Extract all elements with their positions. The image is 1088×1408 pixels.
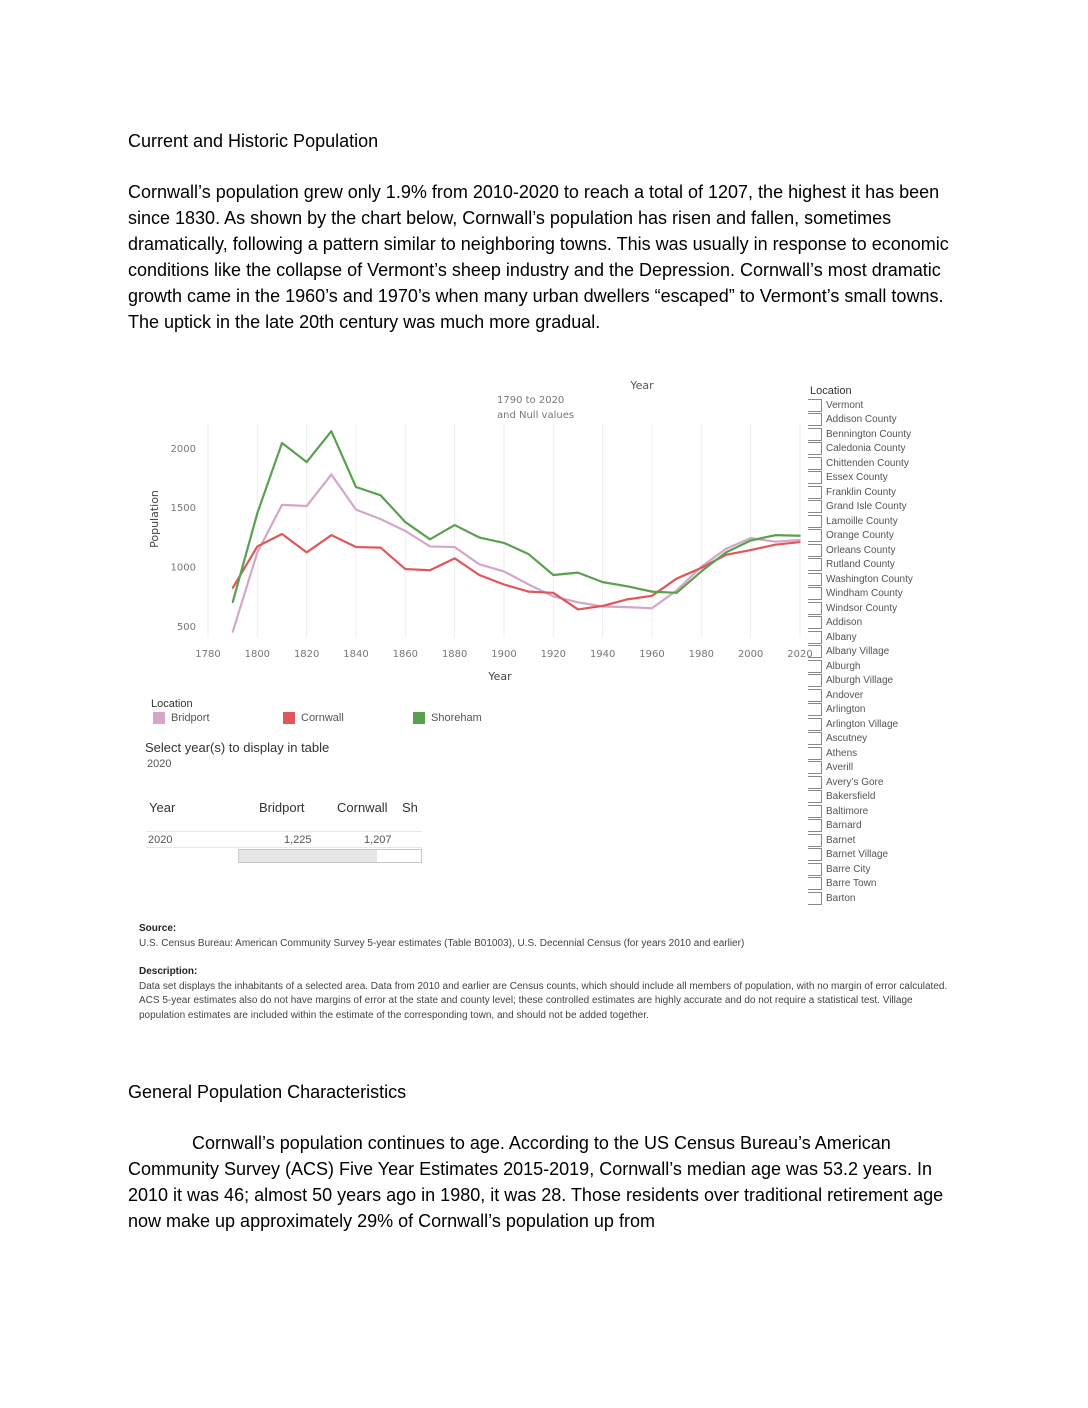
location-checkbox[interactable] xyxy=(808,761,822,774)
location-checkbox[interactable] xyxy=(808,631,822,644)
table-divider xyxy=(146,831,422,832)
source-note xyxy=(139,922,959,951)
location-checkbox[interactable] xyxy=(808,674,822,687)
x-tick-label: 1920 xyxy=(540,649,567,660)
data-point-shoreham xyxy=(725,552,727,554)
filter-note: and Null values xyxy=(497,410,575,421)
series-line-bridport xyxy=(233,475,800,633)
location-option[interactable] xyxy=(808,485,948,500)
location-option[interactable] xyxy=(808,645,948,660)
location-option[interactable] xyxy=(808,790,948,805)
location-option-label: Addison County xyxy=(826,414,897,426)
table-divider xyxy=(146,847,422,848)
location-checkbox[interactable] xyxy=(808,819,822,832)
location-checkbox[interactable] xyxy=(808,544,822,557)
data-point-bridport xyxy=(355,509,357,511)
location-checkbox[interactable] xyxy=(808,442,822,455)
data-point-cornwall xyxy=(355,546,357,548)
source-heading: Source: xyxy=(139,923,177,934)
location-option-label: Albany Village xyxy=(826,646,890,658)
location-checkbox[interactable] xyxy=(808,892,822,905)
data-point-cornwall xyxy=(602,605,604,607)
location-checkbox[interactable] xyxy=(808,587,822,600)
location-option[interactable] xyxy=(808,529,948,544)
location-option[interactable] xyxy=(808,572,948,587)
data-point-shoreham xyxy=(651,591,653,593)
location-option[interactable] xyxy=(808,703,948,718)
legend-swatch xyxy=(153,712,165,724)
location-checkbox[interactable] xyxy=(808,848,822,861)
legend-title: Location xyxy=(151,698,193,710)
data-point-shoreham xyxy=(257,512,259,514)
location-option[interactable] xyxy=(808,558,948,573)
x-tick-label: 1780 xyxy=(195,649,221,660)
data-point-cornwall xyxy=(479,574,481,576)
data-point-bridport xyxy=(405,530,407,532)
location-option[interactable] xyxy=(808,732,948,747)
location-filter-list xyxy=(808,384,948,910)
data-point-bridport xyxy=(429,546,431,548)
data-point-cornwall xyxy=(577,609,579,611)
data-point-bridport xyxy=(380,518,382,520)
population-paragraph: Cornwall’s population grew only 1.9% from 2010-2020 to reach a total of 1207, the highest it has been since 1830. As shown by the chart below, Cornwall’s population has risen and fallen, sometimes dramatically, following a pattern similar to neighboring towns. This was usually in response to economic conditions like the collapse of Vermont’s sheep industry and the Depression. Cornwall’s most dramatic growth came in the 1960’s and 1970’s when many urban dwellers “escaped” to Vermont’s small towns. The uptick in the late 20th century was much more gradual. xyxy=(128,182,949,332)
section-heading-characteristics: General Population Characteristics xyxy=(128,1082,407,1102)
legend-item-bridport[interactable] xyxy=(153,712,210,724)
location-option[interactable] xyxy=(808,587,948,602)
data-point-cornwall xyxy=(257,546,259,548)
location-option[interactable] xyxy=(808,761,948,776)
data-point-bridport xyxy=(775,541,777,543)
location-option[interactable] xyxy=(808,543,948,558)
location-option-label: Alburgh xyxy=(826,660,861,672)
location-option-label: Windham County xyxy=(826,588,903,600)
location-option-label: Averill xyxy=(826,762,854,774)
location-option-label: Orange County xyxy=(826,530,894,542)
data-point-bridport xyxy=(651,607,653,609)
filter-note: 1790 to 2020 xyxy=(497,395,565,406)
location-checkbox[interactable] xyxy=(808,863,822,876)
location-option-label: Barton xyxy=(826,892,856,904)
location-checkbox[interactable] xyxy=(808,471,822,484)
data-point-shoreham xyxy=(701,571,703,573)
location-option[interactable] xyxy=(808,659,948,674)
location-option[interactable] xyxy=(808,471,948,486)
x-tick-label: 2000 xyxy=(737,649,764,660)
location-option[interactable] xyxy=(808,833,948,848)
x-axis-label: Year xyxy=(488,670,512,683)
data-point-shoreham xyxy=(306,461,308,463)
data-point-shoreham xyxy=(577,572,579,574)
data-point-shoreham xyxy=(405,521,407,523)
table-horizontal-scrollbar[interactable] xyxy=(238,849,422,863)
location-option-label: Rutland County xyxy=(826,559,895,571)
data-point-bridport xyxy=(627,606,629,608)
location-option[interactable] xyxy=(808,746,948,761)
location-option-label: Franklin County xyxy=(826,486,897,498)
location-option[interactable] xyxy=(808,442,948,457)
location-checkbox[interactable] xyxy=(808,747,822,760)
population-table xyxy=(140,796,422,866)
data-point-cornwall xyxy=(503,584,505,586)
data-point-shoreham xyxy=(627,585,629,587)
location-option[interactable] xyxy=(808,775,948,790)
location-option-label: Chittenden County xyxy=(826,457,909,469)
location-checkbox[interactable] xyxy=(808,660,822,673)
location-option[interactable] xyxy=(808,717,948,732)
location-checkbox[interactable] xyxy=(808,689,822,702)
data-point-shoreham xyxy=(380,495,382,497)
location-checkbox[interactable] xyxy=(808,457,822,470)
data-point-cornwall xyxy=(232,587,234,589)
table-header-year[interactable]: Year xyxy=(149,800,176,815)
location-option[interactable] xyxy=(808,398,948,413)
data-point-cornwall xyxy=(627,599,629,601)
year-select-label: Select year(s) to display in table xyxy=(145,740,330,755)
location-checkbox[interactable] xyxy=(808,515,822,528)
x-tick-label: 1900 xyxy=(491,649,517,660)
location-option-label: Lamoille County xyxy=(826,515,898,527)
legend-item-shoreham[interactable] xyxy=(413,712,482,724)
location-filter-title: Location xyxy=(810,385,852,397)
description-text: Data set displays the inhabitants of a selected area. Data from 2010 and earlier are Census counts, which should include all members of population, with no margin of error calculated. ACS 5-year estimates also do not have margins of error at the state and county level; these controlled estimates are highly accurate and do not require a statistical test. Village population estimates are included within the estimate of the corresponding town, and should not be added together. xyxy=(139,980,948,1021)
location-option-label: Avery’s Gore xyxy=(826,776,884,788)
data-point-cornwall xyxy=(775,544,777,546)
data-point-shoreham xyxy=(454,524,456,526)
description-heading: Description: xyxy=(139,966,198,977)
table-header-shoreham[interactable]: Sh xyxy=(402,800,418,815)
location-option-label: Albany xyxy=(826,631,857,643)
location-checkbox[interactable] xyxy=(808,718,822,731)
location-option-label: Essex County xyxy=(826,472,888,484)
data-point-bridport xyxy=(577,602,579,604)
location-option-label: Arlington xyxy=(826,704,866,716)
data-point-shoreham xyxy=(232,602,234,604)
location-checkbox[interactable] xyxy=(808,805,822,818)
location-option-label: Washington County xyxy=(826,573,913,585)
location-option[interactable] xyxy=(808,601,948,616)
location-checkbox[interactable] xyxy=(808,602,822,615)
data-point-cornwall xyxy=(553,592,555,594)
location-option-label: Barnet xyxy=(826,834,856,846)
data-point-shoreham xyxy=(676,592,678,594)
series-line-shoreham xyxy=(233,431,800,602)
location-checkbox[interactable] xyxy=(808,877,822,890)
location-option[interactable] xyxy=(808,674,948,689)
data-point-shoreham xyxy=(528,553,530,555)
data-point-cornwall xyxy=(701,567,703,569)
location-option[interactable] xyxy=(808,456,948,471)
location-option[interactable] xyxy=(808,514,948,529)
legend-swatch xyxy=(413,712,425,724)
data-point-shoreham xyxy=(750,540,752,542)
location-option[interactable] xyxy=(808,877,948,892)
table-cell-bridport: 1,225 xyxy=(284,834,312,846)
location-option[interactable] xyxy=(808,500,948,515)
location-option-label: Addison xyxy=(826,617,863,629)
table-cell-year: 2020 xyxy=(148,834,173,846)
characteristics-paragraph xyxy=(128,1130,968,1234)
x-tick-label: 1960 xyxy=(639,649,665,660)
chart-top-label: Year xyxy=(630,379,654,392)
location-checkbox[interactable] xyxy=(808,399,822,412)
location-option[interactable] xyxy=(808,891,948,906)
data-point-shoreham xyxy=(775,534,777,536)
x-tick-label: 1820 xyxy=(293,649,320,660)
data-point-bridport xyxy=(750,537,752,539)
location-option-label: Arlington Village xyxy=(826,718,899,730)
location-option-label: Grand Isle County xyxy=(826,501,907,513)
data-point-cornwall xyxy=(281,533,283,535)
x-tick-label: 1980 xyxy=(688,649,715,660)
data-point-shoreham xyxy=(281,442,283,444)
location-checkbox[interactable] xyxy=(808,776,822,789)
location-option-label: Orleans County xyxy=(826,544,896,556)
data-point-cornwall xyxy=(429,569,431,571)
data-point-shoreham xyxy=(429,539,431,541)
y-axis-label: Population xyxy=(148,490,161,548)
data-point-cornwall xyxy=(380,547,382,549)
data-point-shoreham xyxy=(479,537,481,539)
data-point-bridport xyxy=(281,504,283,506)
location-option[interactable] xyxy=(808,804,948,819)
location-option-label: Bakersfield xyxy=(826,791,876,803)
section-heading-population: Current and Historic Population xyxy=(128,131,379,151)
location-option-label: Bennington County xyxy=(826,428,912,440)
y-tick-label: 2000 xyxy=(170,443,196,455)
x-tick-label: 2020 xyxy=(787,649,813,660)
x-tick-label: 1800 xyxy=(244,649,271,660)
data-point-shoreham xyxy=(331,430,333,432)
data-point-shoreham xyxy=(355,486,357,488)
x-tick-label: 1940 xyxy=(589,649,616,660)
data-point-cornwall xyxy=(454,558,456,560)
data-point-bridport xyxy=(479,563,481,565)
location-option-label: Barre Town xyxy=(826,878,877,890)
location-option-label: Barnard xyxy=(826,820,862,832)
location-checkbox[interactable] xyxy=(808,790,822,803)
data-point-bridport xyxy=(799,539,801,541)
data-point-shoreham xyxy=(602,581,604,583)
location-checkbox[interactable] xyxy=(808,703,822,716)
table-cell-cornwall: 1,207 xyxy=(364,834,392,846)
data-point-cornwall xyxy=(750,549,752,551)
data-point-cornwall xyxy=(799,541,801,543)
location-option[interactable] xyxy=(808,688,948,703)
location-checkbox[interactable] xyxy=(808,573,822,586)
characteristics-text: Cornwall’s population continues to age. According to the US Census Bureau’s American Community Survey (ACS) Five Year Estimates 2015-2019, Cornwall’s median age was 53.2 years. In 2010 it was 46; almost 50 years ago in 1980, it was 28. Those residents over traditional retirement age now make up approximately 29% of Cornwall’s population up from xyxy=(128,1133,944,1231)
data-point-bridport xyxy=(528,584,530,586)
data-point-bridport xyxy=(232,631,234,633)
series-line-cornwall xyxy=(233,534,800,609)
data-point-cornwall xyxy=(651,595,653,597)
location-checkbox[interactable] xyxy=(808,558,822,571)
location-checkbox[interactable] xyxy=(808,486,822,499)
location-option-label: Baltimore xyxy=(826,805,869,817)
table-header-cornwall[interactable]: Cornwall xyxy=(337,800,388,815)
location-option[interactable] xyxy=(808,848,948,863)
location-option-label: Windsor County xyxy=(826,602,898,614)
location-option[interactable] xyxy=(808,427,948,442)
location-checkbox[interactable] xyxy=(808,428,822,441)
y-tick-label: 500 xyxy=(176,622,196,634)
location-option-label: Ascutney xyxy=(826,733,868,745)
location-checkbox[interactable] xyxy=(808,500,822,513)
legend-label: Cornwall xyxy=(301,712,344,724)
legend-label: Bridport xyxy=(171,712,210,724)
location-option-label: Caledonia County xyxy=(826,443,906,455)
data-point-cornwall xyxy=(405,568,407,570)
location-checkbox[interactable] xyxy=(808,645,822,658)
x-tick-label: 1880 xyxy=(441,649,468,660)
location-checkbox[interactable] xyxy=(808,413,822,426)
location-option-label: Barnet Village xyxy=(826,849,889,861)
data-point-bridport xyxy=(454,546,456,548)
location-option-label: Alburgh Village xyxy=(826,675,894,687)
legend-label: Shoreham xyxy=(431,712,482,724)
data-point-cornwall xyxy=(306,552,308,554)
data-point-cornwall xyxy=(676,578,678,580)
description-note xyxy=(139,965,959,1023)
y-tick-label: 1500 xyxy=(170,503,196,515)
data-point-cornwall xyxy=(528,591,530,593)
year-select-value[interactable]: 2020 xyxy=(147,758,172,770)
legend-swatch xyxy=(283,712,295,724)
data-point-bridport xyxy=(553,596,555,598)
location-checkbox[interactable] xyxy=(808,529,822,542)
location-option-label: Vermont xyxy=(826,399,864,411)
data-point-bridport xyxy=(725,548,727,550)
location-option[interactable] xyxy=(808,413,948,428)
location-option[interactable] xyxy=(808,819,948,834)
data-point-bridport xyxy=(257,552,259,554)
location-checkbox[interactable] xyxy=(808,732,822,745)
location-option[interactable] xyxy=(808,862,948,877)
location-checkbox[interactable] xyxy=(808,616,822,629)
table-header-bridport[interactable]: Bridport xyxy=(259,800,305,815)
data-point-bridport xyxy=(306,505,308,507)
data-point-shoreham xyxy=(553,574,555,576)
x-tick-label: 1860 xyxy=(392,649,419,660)
population-line-chart xyxy=(140,372,813,690)
location-option-label: Athens xyxy=(826,747,858,759)
scrollbar-thumb[interactable] xyxy=(239,850,377,862)
x-tick-label: 1840 xyxy=(343,649,369,660)
location-option[interactable] xyxy=(808,616,948,631)
data-point-bridport xyxy=(331,474,333,476)
legend-item-cornwall[interactable] xyxy=(283,712,344,724)
source-text: U.S. Census Bureau: American Community Survey 5-year estimates (Table B01003), U.S. Decennial Census (for years 2010 and earlier) xyxy=(139,937,745,949)
location-checkbox[interactable] xyxy=(808,834,822,847)
location-option[interactable] xyxy=(808,630,948,645)
data-point-cornwall xyxy=(331,534,333,536)
y-tick-label: 1000 xyxy=(170,562,196,574)
location-option-label: Andover xyxy=(826,689,864,701)
location-option-label: Barre City xyxy=(826,863,871,875)
data-point-shoreham xyxy=(799,535,801,537)
data-point-bridport xyxy=(503,571,505,573)
data-point-shoreham xyxy=(503,542,505,544)
